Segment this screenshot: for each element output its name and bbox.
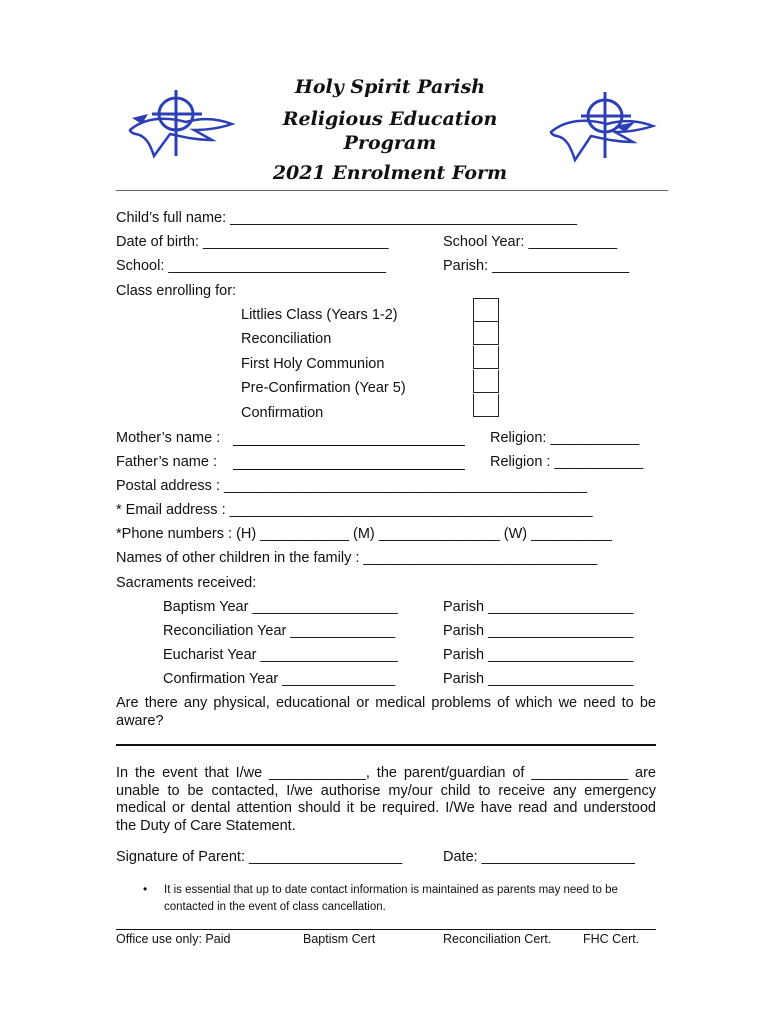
date-field[interactable]: Date: ___________________ <box>443 849 635 865</box>
confirmation-year-field[interactable]: Confirmation Year ______________ <box>163 671 396 687</box>
child-name-field[interactable]: Child’s full name: ___________________________________________ <box>116 210 577 226</box>
class-option-communion: First Holy Communion <box>241 356 385 372</box>
school-field[interactable]: School: ___________________________ <box>116 258 387 274</box>
email-field[interactable]: * Email address : _____________________________________________ <box>116 502 593 518</box>
office-use-reconciliation: Reconciliation Cert. <box>443 932 552 946</box>
office-use-fhc: FHC Cert. <box>583 932 640 946</box>
parish-logo-right-icon <box>545 88 657 164</box>
footer-divider <box>116 929 656 930</box>
eucharist-parish-field[interactable]: Parish __________________ <box>443 647 634 663</box>
dob-field[interactable]: Date of birth: _______________________ <box>116 234 389 250</box>
religion-father-field[interactable]: Religion : ___________ <box>490 454 644 470</box>
baptism-parish-field[interactable]: Parish __________________ <box>443 599 634 615</box>
class-option-reconciliation: Reconciliation <box>241 331 332 347</box>
class-option-littlies: Littlies Class (Years 1-2) <box>241 307 398 323</box>
reconciliation-parish-field[interactable]: Parish __________________ <box>443 623 634 639</box>
checkbox-reconciliation[interactable] <box>473 322 499 345</box>
father-name-line[interactable] <box>233 469 465 470</box>
header-divider <box>116 190 668 191</box>
checkbox-communion[interactable] <box>473 346 499 369</box>
school-year-field[interactable]: School Year: ___________ <box>443 234 618 250</box>
mother-name-label: Mother’s name : <box>116 430 221 446</box>
title-program-line1: Religious Education <box>282 108 498 130</box>
sacraments-heading: Sacraments received: <box>116 575 257 591</box>
postal-address-field[interactable]: Postal address : _____________________________________________ <box>116 478 587 494</box>
eucharist-year-field[interactable]: Eucharist Year _________________ <box>163 647 398 663</box>
checkbox-littlies[interactable] <box>473 298 499 322</box>
parish-logo-left-icon <box>124 88 236 160</box>
father-name-label: Father’s name : <box>116 454 218 470</box>
medical-answer-line[interactable] <box>116 744 656 746</box>
confirmation-parish-field[interactable]: Parish __________________ <box>443 671 634 687</box>
reconciliation-year-field[interactable]: Reconciliation Year _____________ <box>163 623 396 639</box>
parish-field[interactable]: Parish: _________________ <box>443 258 630 274</box>
office-use-baptism: Baptism Cert <box>303 932 376 946</box>
title-program-line2: Program <box>343 132 437 154</box>
mother-name-line[interactable] <box>233 445 465 446</box>
office-use-paid: Office use only: Paid <box>116 932 231 946</box>
class-enrolling-label: Class enrolling for: <box>116 283 237 299</box>
title-parish: Holy Spirit Parish <box>294 76 486 98</box>
checkbox-preconfirmation[interactable] <box>473 370 499 393</box>
class-option-preconfirmation: Pre-Confirmation (Year 5) <box>241 380 406 396</box>
contact-note: It is essential that up to date contact information is maintained as parents may need to be contacted in the event of class cancellation. <box>164 884 618 913</box>
phone-field[interactable]: *Phone numbers : (H) ___________ (M) _______________ (W) __________ <box>116 526 612 542</box>
bullet-icon: • <box>143 882 148 896</box>
class-option-confirmation: Confirmation <box>241 405 324 421</box>
baptism-year-field[interactable]: Baptism Year __________________ <box>163 599 398 615</box>
signature-field[interactable]: Signature of Parent: ___________________ <box>116 849 403 865</box>
medical-question: Are there any physical, educational or medical problems of which we need to be aware? <box>116 695 656 729</box>
title-form: 2021 Enrolment Form <box>272 162 508 184</box>
siblings-field[interactable]: Names of other children in the family : _____________________________ <box>116 550 598 566</box>
consent-paragraph: In the event that I/we ____________, the parent/guardian of ____________ are unable to be contacted, I/we authorise my/our child to receive any emergency medical or dental attention should it be required. I/We have read and understood the Duty of Care Statement. <box>116 765 656 834</box>
checkbox-confirmation[interactable] <box>473 394 499 417</box>
religion-mother-field[interactable]: Religion: ___________ <box>490 430 640 446</box>
